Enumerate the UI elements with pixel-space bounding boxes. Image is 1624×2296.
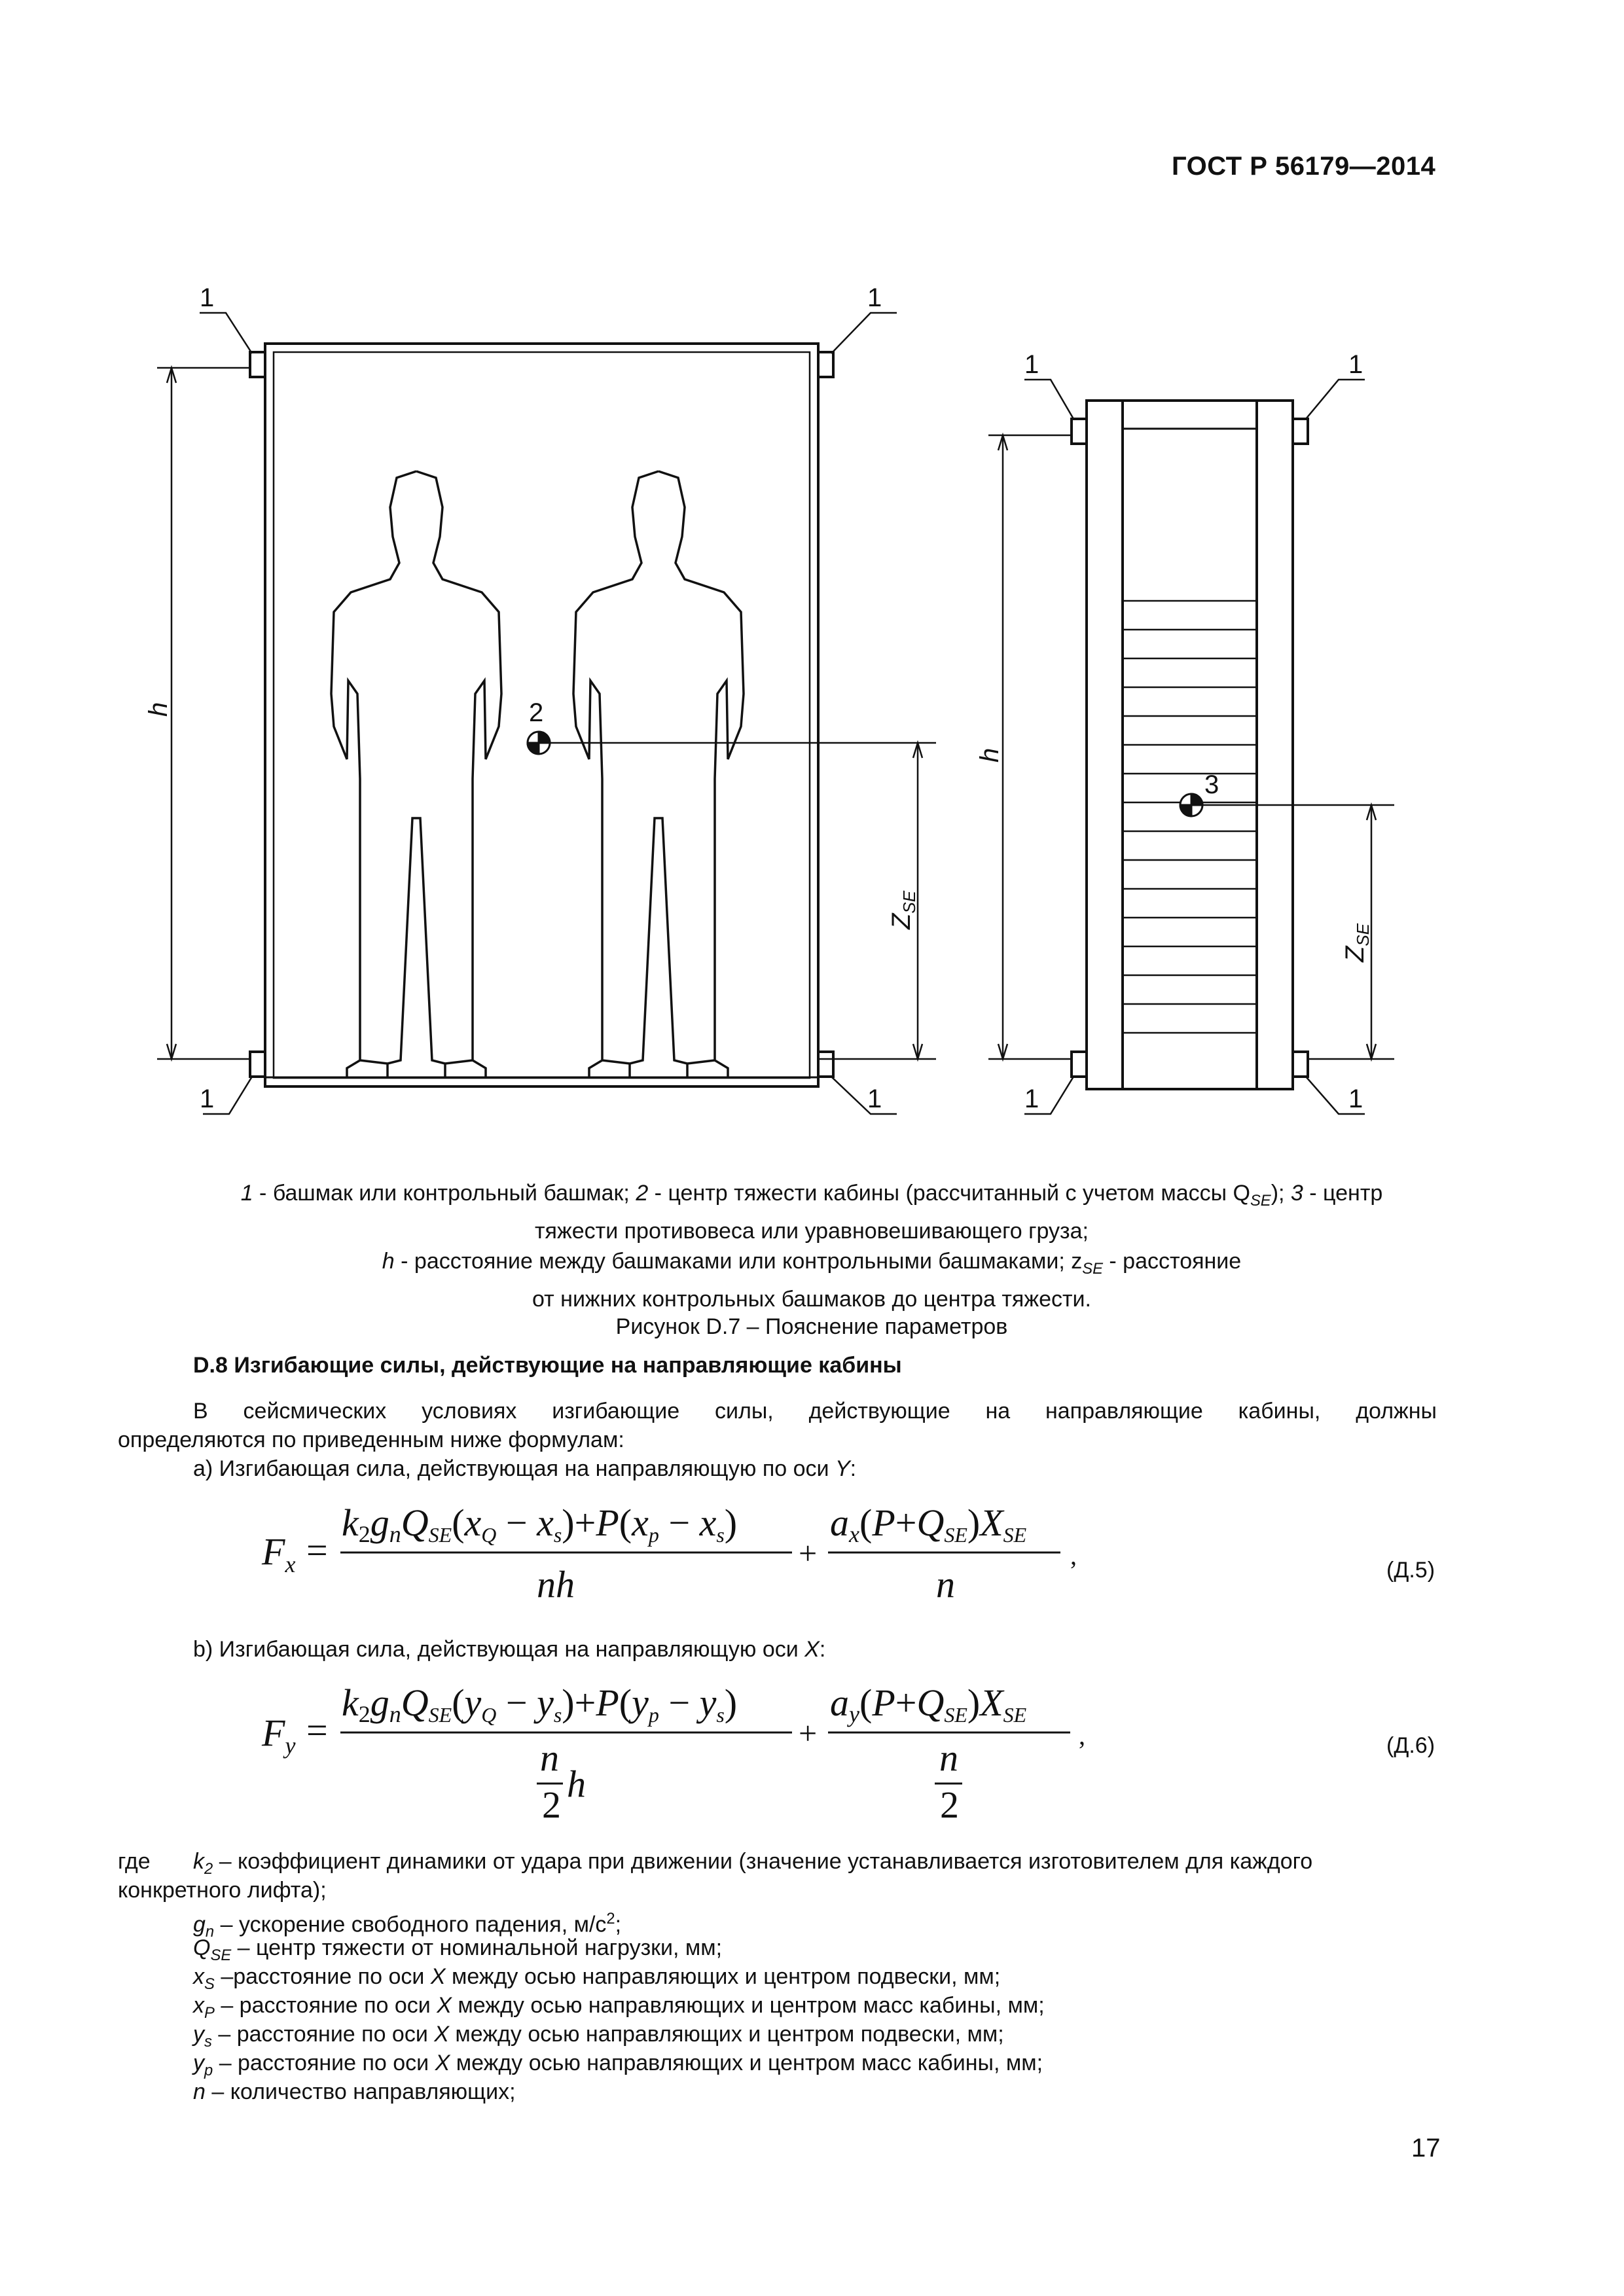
page-number: 17 [1411,2134,1441,2162]
paragraph-intro-line2: определяются по приведенным ниже формулам: [118,1427,624,1452]
label-zse: $Z_{SE}$ [1341,923,1373,962]
legend-line: h - расстояние между башмаками или контрольными башмаками; $z_{SE}$ - расстояние [382,1248,1242,1278]
figure-legend [105,1178,1519,1314]
legend-line: тяжести противовеса или уравновешивающего груза; [534,1218,1089,1244]
guide-shoe-icon [1072,419,1308,1077]
equation-d6 [249,1672,1427,1842]
person-silhouette-right [573,471,744,1077]
label-h: h [975,747,1004,762]
svg-text:n: n [939,1736,958,1779]
svg-text:2: 2 [542,1784,561,1826]
item-a: а) Изгибающая сила, действующая на направляющую по оси Y: [193,1456,857,1481]
person-silhouette-left [331,471,501,1077]
svg-text:=: = [306,1529,328,1571]
svg-text:,: , [1070,1541,1077,1570]
definition-ys: $y_s$ – расстояние по оси X между осью направляющих и центром подвески, мм; [193,2022,1004,2051]
definition-xp: $x_P$ – расстояние по оси X между осью направляющих и центром масс кабины, мм; [193,1993,1045,2022]
leader-lines [200,313,897,1114]
definition-n: n – количество направляющих; [193,2079,516,2104]
paragraph-intro-line1: В сейсмических условиях изгибающие силы, действующие на направляющие кабины, должны [193,1399,1437,1424]
section-heading: D.8 Изгибающие силы, действующие на направляющие кабины [193,1353,902,1378]
definition-where: где [118,1849,151,1874]
svg-text:k2gnQSE(xQ − xs)+P(xp − xs): k2gnQSE(xQ − xs)+P(xp − xs) [342,1501,738,1547]
equation-number: (Д.5) [1386,1558,1435,1583]
label-shoe: 1 [1024,350,1039,379]
label-car-cg: 2 [529,698,544,727]
dimension-h-right [988,435,1072,1059]
label-shoe: 1 [200,1085,215,1113]
definition-k2: $k_2$ – коэффициент динамики от удара при движении (значение устанавливается изготовителем для каждого [193,1849,1313,1878]
svg-text:+: + [799,1535,818,1571]
definition-qse: $Q_{SE}$ – центр тяжести от номинальной нагрузки, мм; [193,1935,723,1964]
label-shoe: 1 [867,1085,882,1113]
svg-text:n: n [540,1736,559,1779]
label-h: h [144,702,173,717]
svg-text:k2gnQSE(yQ − ys)+P(yp − ys): k2gnQSE(yQ − ys)+P(yp − ys) [342,1681,738,1727]
label-shoe: 1 [1348,350,1363,379]
definition-k2-cont: конкретного лифта); [118,1878,327,1903]
label-shoe: 1 [867,283,882,312]
label-shoe: 1 [200,283,215,312]
center-of-gravity-icon [1180,794,1202,816]
dimension-zse-left [549,743,936,1059]
label-shoe: 1 [1348,1085,1363,1113]
equation-number: (Д.6) [1386,1733,1435,1758]
svg-text:n: n [936,1563,955,1605]
definition-yp: $y_p$ – расстояние по оси X между осью направляющих и центром масс кабины, мм; [193,2051,1043,2079]
svg-text:=: = [306,1709,328,1751]
item-b: b) Изгибающая сила, действующая на направляющую оси X: [193,1637,826,1662]
label-zse: $Z_{SE}$ [887,890,919,929]
svg-text:,: , [1079,1721,1085,1750]
svg-text:+: + [799,1715,818,1751]
legend-line: 1 - башмак или контрольный башмак; 2 - центр тяжести кабины (рассчитанный с учетом массы $Q_{SE}$); 3 - центр [240,1181,1383,1210]
document-id: ГОСТ Р 56179—2014 [1172,152,1436,181]
label-cw-cg: 3 [1204,770,1219,799]
svg-text:ay(P+QSE)XSE: ay(P+QSE)XSE [830,1681,1027,1727]
svg-text:Fx: $F_x$ [262,1530,296,1577]
svg-text:2: 2 [940,1784,959,1826]
svg-text:ax(P+QSE)XSE: ax(P+QSE)XSE [830,1501,1027,1547]
definition-gn: $g_n$ – ускорение свободного падения, $м/с^2$; [193,1910,622,1941]
definition-xs: $x_S$ –расстояние по оси X между осью направляющих и центром подвески, мм; [193,1964,1001,1993]
svg-text:h: h [567,1763,586,1805]
legend-line: от нижних контрольных башмаков до центра тяжести. [532,1286,1091,1312]
center-of-gravity-icon [528,732,550,754]
figure-title: Рисунок D.7 – Пояснение параметров [615,1314,1008,1339]
svg-text:Fy: $F_y$ [262,1712,296,1759]
svg-text:nh: nh [537,1563,575,1605]
equation-d5 [249,1492,1427,1623]
label-shoe: 1 [1024,1085,1039,1113]
